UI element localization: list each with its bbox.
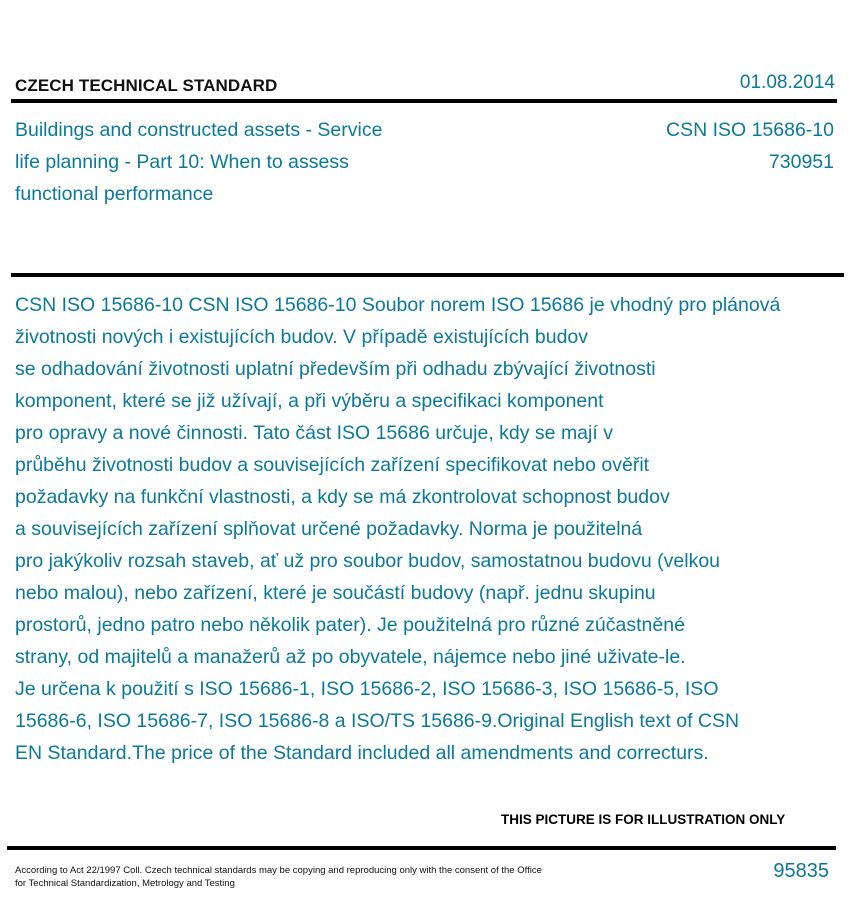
legal-notice-line: for Technical Standardization, Metrology and Testing — [15, 878, 235, 889]
description-line: 15686-6, ISO 15686-7, ISO 15686-8 a ISO/TS 15686-9.Original English text of CSN — [15, 710, 740, 732]
standard-code: CSN ISO 15686-10 — [665, 119, 834, 141]
document-header-label: CZECH TECHNICAL STANDARD — [15, 76, 278, 95]
description-line: komponent, které se již užívají, a při výběru a specifikaci komponent — [15, 390, 604, 412]
legal-notice — [15, 864, 542, 890]
description-line: se odhadování životnosti uplatní především při odhadu zbývající životnosti — [15, 358, 656, 380]
description-line: EN Standard.The price of the Standard included all amendments and correcturs. — [15, 742, 709, 764]
standard-title-line: Buildings and constructed assets - Service — [15, 119, 383, 141]
description-line: strany, od majitelů a manažerů až po obyvatele, nájemce nebo jiné uživate-le. — [15, 646, 686, 668]
description-line: nebo malou), nebo zařízení, které je součástí budovy (např. jednu skupinu — [15, 582, 656, 604]
standard-title-line: functional performance — [15, 183, 214, 205]
description-line: prostorů, jedno patro nebo několik pater). Je použitelná pro různé zúčastněné — [15, 614, 685, 636]
standard-title-line: life planning - Part 10: When to assess — [15, 151, 349, 173]
description-line: a souvisejících zařízení splňovat určené požadavky. Norma je použitelná — [15, 518, 643, 540]
publication-date: 01.08.2014 — [739, 72, 835, 93]
standard-description — [15, 289, 865, 769]
document-number: 95835 — [773, 860, 829, 882]
title-divider — [11, 273, 844, 277]
standard-title — [15, 114, 445, 210]
description-line: pro jakýkoliv rozsah staveb, ať už pro soubor budov, samostatnou budovu (velkou — [15, 550, 721, 572]
header-divider — [11, 99, 837, 103]
description-line: Je určena k použití s ISO 15686-1, ISO 15686-2, ISO 15686-3, ISO 15686-5, ISO — [15, 678, 719, 700]
standard-identifiers — [666, 114, 834, 178]
description-line: pro opravy a nové činnosti. Tato část ISO 15686 určuje, kdy se mají v — [15, 422, 613, 444]
illustration-notice: THIS PICTURE IS FOR ILLUSTRATION ONLY — [501, 812, 786, 827]
legal-notice-line: According to Act 22/1997 Coll. Czech technical standards may be copying and reproducing only with the consent of the Office — [15, 865, 542, 876]
description-line: životnosti nových i existujících budov. V případě existujících budov — [15, 326, 589, 348]
footer-divider — [7, 846, 836, 850]
classification-number: 730951 — [768, 151, 834, 173]
description-line: průběhu životnosti budov a souvisejících zařízení specifikovat nebo ověřit — [15, 454, 650, 476]
description-line: CSN ISO 15686-10 CSN ISO 15686-10 Soubor norem ISO 15686 je vhodný pro plánová — [15, 294, 781, 316]
description-line: požadavky na funkční vlastnosti, a kdy se má zkontrolovat schopnost budov — [15, 486, 670, 508]
